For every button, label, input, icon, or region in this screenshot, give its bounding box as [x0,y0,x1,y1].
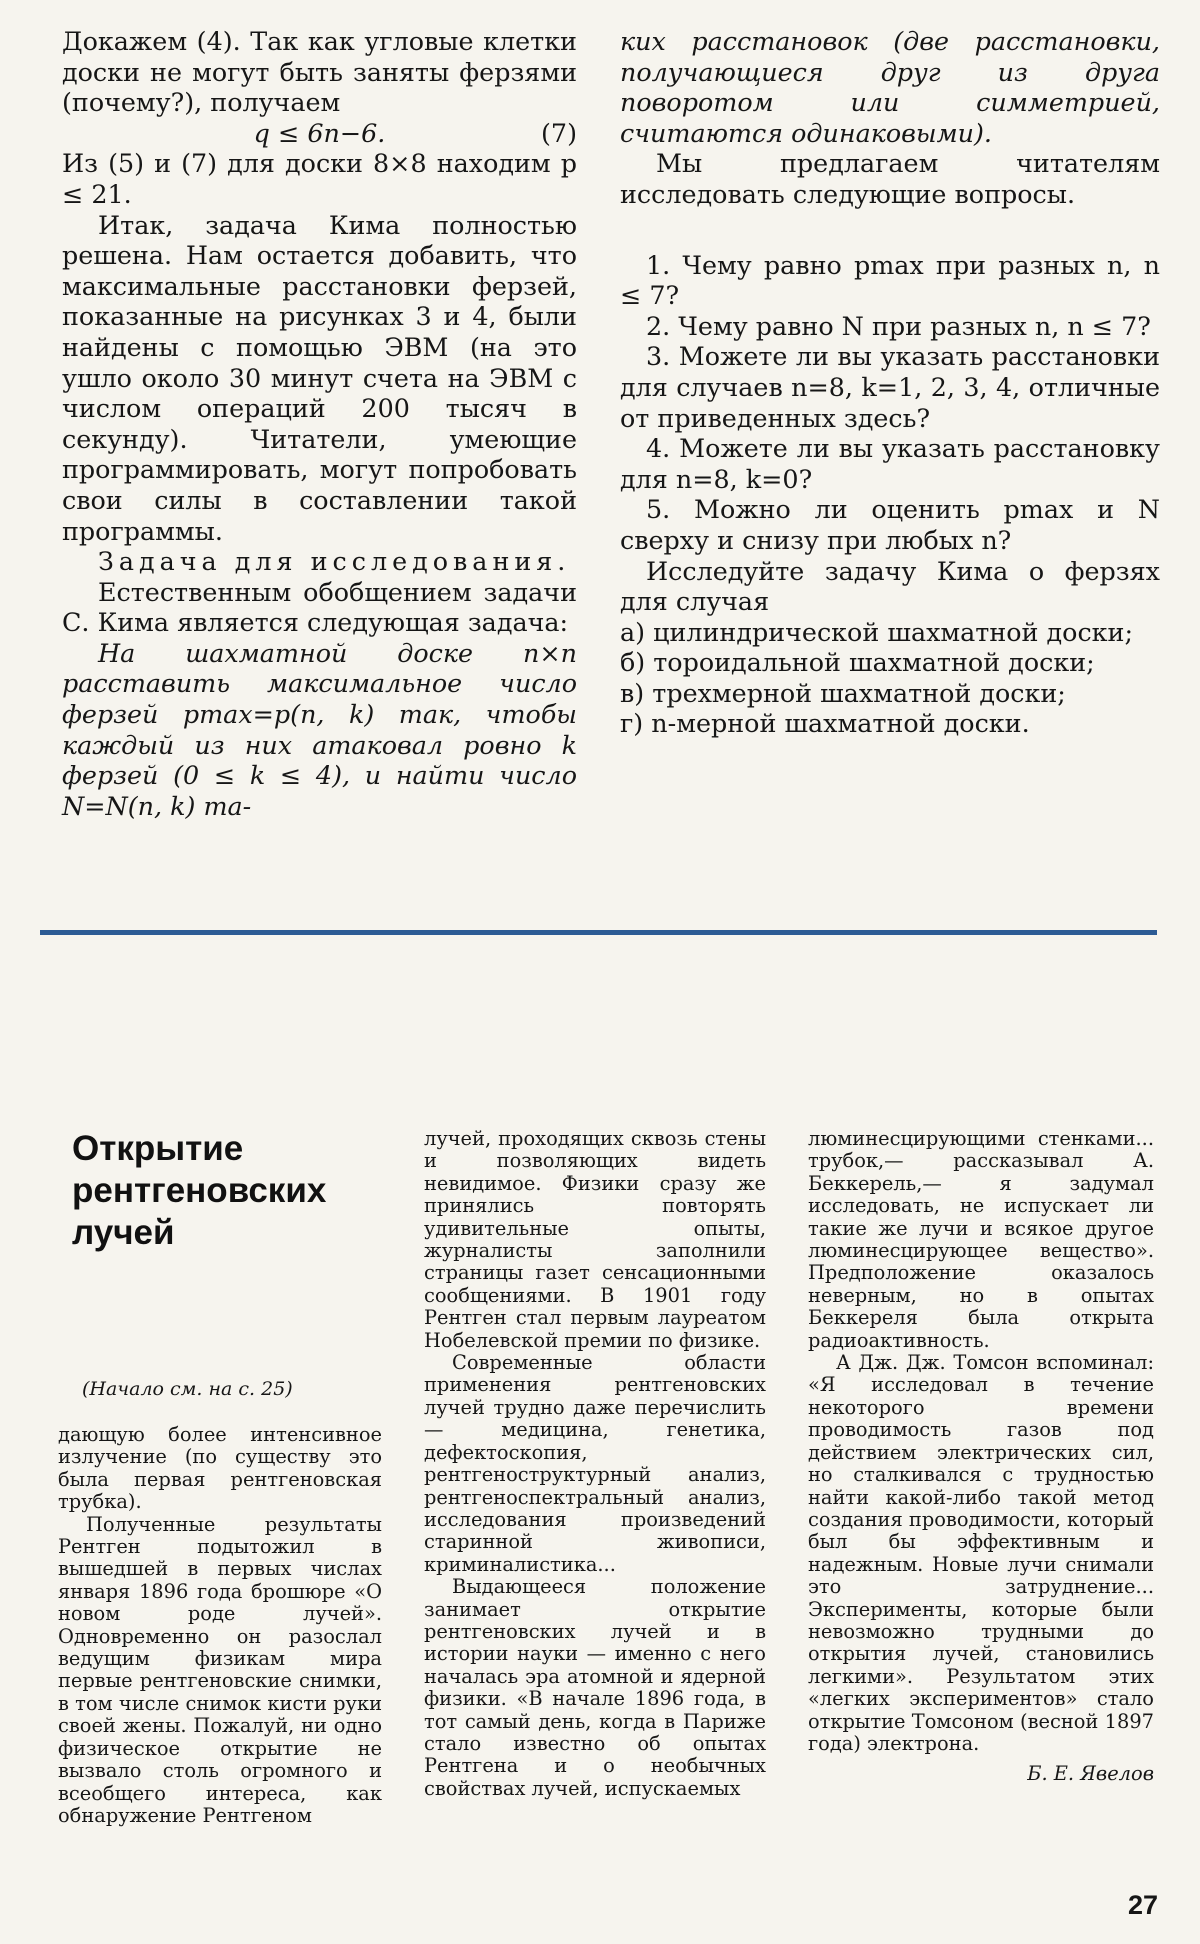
paragraph: Естественным обобщением задачи С. Кима является следующая задача: [62,576,577,638]
question-5: 5. Можно ли оценить pmax и N сверху и снизу при любых n? [620,494,1160,555]
task-statement-continued: ких расстановок (две расстановки, получающиеся друг из друга поворотом или симметрией, считаются одинаковыми). [620,26,1160,148]
case-a: а) цилиндрической шахматной доски; [620,616,1134,647]
paragraph: Современные области применения рентгеновских лучей трудно даже перечислить — медицина, генетика, дефектоскопия, рентгеноструктурный анализ, рентгеноспектральный анализ, исследования произведений старинной живописи, криминалистика... [424,1351,766,1576]
case-c: в) трехмерной шахматной доски; [620,677,1066,708]
formula-7 [62,118,577,149]
paragraph: А Дж. Дж. Томсон вспоминал: «Я исследовал в течение некоторого времени проводимость газов под действием электрических сил, но сталкивался с трудностью найти какой-либо такой метод создания проводимости, который был бы эффективным и надежным. Новые лучи снимали это затруднение... Эксперименты, которые были невозможно трудными до открытия лучей, становились легкими». Результатом этих «легких экспериментов» стало открытие Томсоном (весной 1897 года) электрона. [808,1351,1154,1755]
top-right-column [620,26,1160,739]
article-title: Открытие рентгеновских лучей [72,1129,327,1252]
question-4: 4. Можете ли вы указать расстановку для n=8, k=0? [620,433,1160,494]
top-left-column [62,26,577,821]
paragraph: Из (5) и (7) для доски 8×8 находим p ≤ 21. [62,148,577,209]
paragraph: Докажем (4). Так как угловые клетки доски не могут быть заняты ферзями (почему?), получаем [62,26,577,118]
paragraph: люминесцирующими стенками... трубок,— рассказывал А. Беккерель,— я задумал исследовать, не испускает ли такие же лучи и всякое другое люминесцирующее вещество». Предположение оказалось неверным, но в опытах Беккереля была открыта радиоактивность. [808,1127,1154,1352]
paragraph: лучей, проходящих сквозь стены и позволяющих видеть невидимое. Физики сразу же принялись повторять удивительные опыты, журналисты заполнили страницы газет сенсационными сообщениями. В 1901 году Рентген стал первым лауреатом Нобелевской премии по физике. [424,1127,766,1352]
case-d: г) n-мерной шахматной доски. [620,708,1030,739]
page-number: 27 [1127,1890,1158,1920]
paragraph: Исследуйте задачу Кима о ферзях для случая [620,555,1160,617]
article-column-1 [58,1424,382,1827]
case-b: б) тороидальной шахматной доски; [620,647,1095,678]
question-3: 3. Можете ли вы указать расстановки для случаев n=8, k=1, 2, 3, 4, отличные от приведенных здесь? [620,341,1160,433]
question-2: 2. Чему равно N при разных n, n ≤ 7? [646,310,1151,341]
paragraph: Полученные результаты Рентген подытожил в вышедшей в первых числах января 1896 года брошюре «О новом роде лучей». Одновременно он разослал ведущим физикам мира первые рентгеновские снимки, в том числе снимок кисти руки своей жены. Пожалуй, ни одно физическое открытие не вызвало столь огромного и всеобщего интереса, как обнаружение Рентгеном [58,1512,382,1827]
section-divider [40,930,1157,935]
paragraph: Итак, задача Кима полностью решена. Нам остается добавить, что максимальные расстановки ферзей, показанные на рисунках 3 и 4, были найдены с помощью ЭВМ (на это ушло около 30 минут счета на ЭВМ с числом операций 200 тысяч в секунду). Читатели, умеющие программировать, могут попробовать свои силы в составлении такой программы. [62,209,577,546]
article-column-3 [808,1128,1154,1786]
paragraph: Выдающееся положение занимает открытие рентгеновских лучей и в истории науки — именно с него началась эра атомной и ядерной физики. «В начале 1896 года, в тот самый день, когда в Париже стало известно об опытах Рентгена и о необычных свойствах лучей, испускаемых [424,1575,766,1800]
task-heading: Задача для исследования. [98,546,571,577]
author: Б. Е. Явелов [1027,1762,1154,1786]
paragraph: дающую более интенсивное излучение (по существу это была первая рентгеновская трубка). [58,1423,382,1514]
paragraph: Мы предлагаем читателям исследовать следующие вопросы. [620,148,1160,209]
formula-number: (7) [541,117,577,148]
question-1: 1. Чему равно pmax при разных n, n ≤ 7? [620,249,1160,311]
source-note: (Начало см. на с. 25) [82,1378,293,1400]
article-column-2 [424,1128,766,1800]
task-statement: На шахматной доске n×n расставить максимальное число ферзей pmax=p(n, k) так, чтобы каждый из них атаковал ровно k ферзей (0 ≤ k ≤ 4), и найти число N=N(n, k) та- [62,637,577,821]
formula-text: q ≤ 6n−6. [253,117,386,148]
